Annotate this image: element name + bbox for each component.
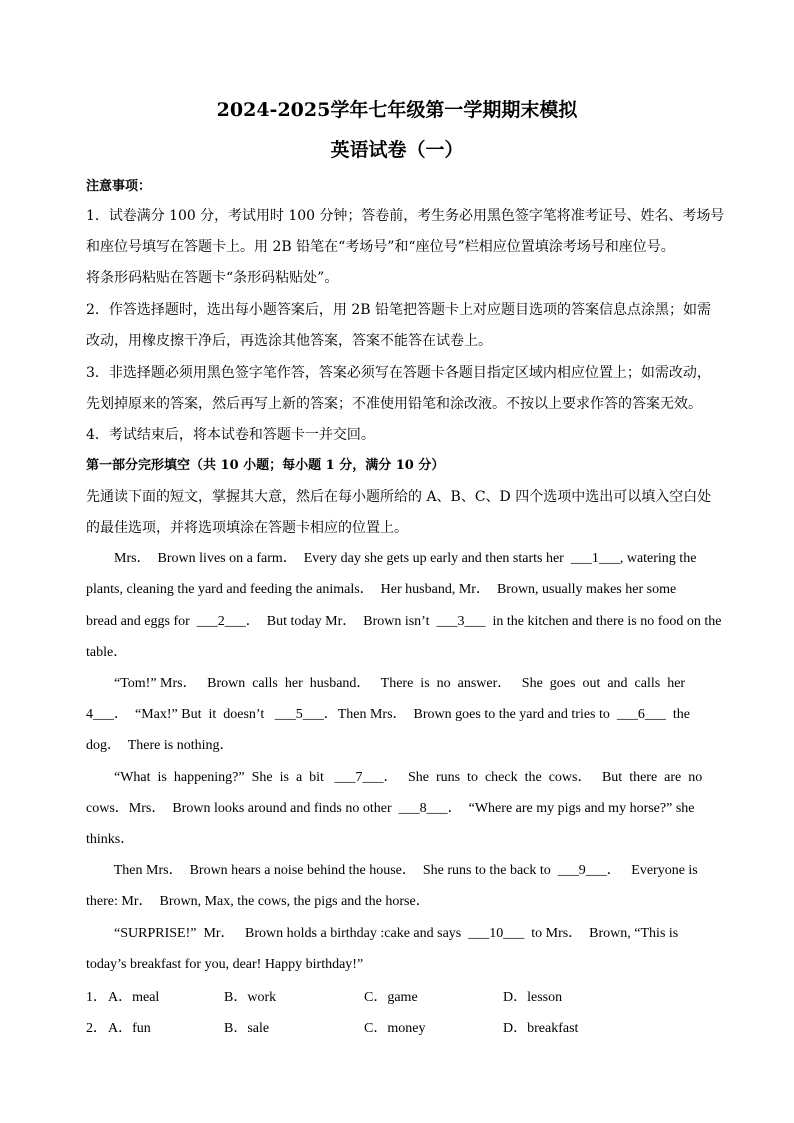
instruction-line: 的最佳选项，并将选项填涂在答题卡相应的位置上。 bbox=[86, 520, 408, 536]
option-d[interactable]: D．lesson bbox=[503, 990, 563, 1005]
option-a[interactable]: A．meal bbox=[108, 990, 160, 1005]
question-number: 2． bbox=[86, 1021, 107, 1036]
passage-line: thinks． bbox=[86, 832, 135, 847]
notice-line: 3．非选择题必须用黑色签字笔作答，答案必须写在答题卡各题目指定区域内相应位置上；如需改动， bbox=[86, 365, 711, 381]
passage-line: table． bbox=[86, 645, 128, 660]
option-b[interactable]: B．sale bbox=[224, 1021, 270, 1036]
passage-line: cows．Mrs． Brown looks around and finds no other ___8___． “Where are my pigs and my horse?” she bbox=[86, 801, 695, 816]
passage-line: plants, cleaning the yard and feeding the animals． Her husband, Mr． Brown, usually makes her some bbox=[86, 582, 677, 597]
passage-line: Mrs． Brown lives on a farm． Every day she gets up early and then starts her ___1___, watering the bbox=[86, 551, 697, 566]
passage-line: dog． There is nothing． bbox=[86, 738, 234, 753]
option-c[interactable]: C．money bbox=[364, 1021, 426, 1036]
option-b[interactable]: B．work bbox=[224, 990, 277, 1005]
option-d[interactable]: D．breakfast bbox=[503, 1021, 579, 1036]
passage-line: there: Mr． Brown, Max, the cows, the pigs and the horse． bbox=[86, 894, 430, 909]
notice-line: 将条形码粘贴在答题卡“条形码粘贴处”。 bbox=[86, 270, 339, 286]
passage-line: today’s breakfast for you, dear! Happy birthday!” bbox=[86, 957, 364, 972]
question-number: 1． bbox=[86, 990, 107, 1005]
section-heading: 第一部分完形填空（共 10 小题；每小题 1 分，满分 10 分） bbox=[86, 458, 445, 473]
passage-line: 4___． “Max!” But it doesn’t ___5___．Then Mrs． Brown goes to the yard and tries to ___6___ the bbox=[86, 707, 690, 722]
option-c[interactable]: C．game bbox=[364, 990, 418, 1005]
instruction-line: 先通读下面的短文，掌握其大意，然后在每小题所给的 A、B、C、D 四个选项中选出可以填入空白处 bbox=[86, 489, 712, 505]
passage-line: “Tom!” Mrs． Brown calls her husband． There is no answer． She goes out and calls her bbox=[86, 676, 686, 691]
passage-line: bread and eggs for ___2___． But today Mr． Brown isn’t ___3___ in the kitchen and there is no food on the bbox=[86, 614, 722, 629]
passage-line: “What is happening?” She is a bit ___7___． She runs to check the cows． But there are no bbox=[86, 770, 703, 785]
option-a[interactable]: A．fun bbox=[108, 1021, 151, 1036]
notice-heading: 注意事项： bbox=[86, 179, 152, 194]
exam-title: 2024-2025学年七年级第一学期期末模拟 bbox=[216, 99, 578, 121]
notice-line: 1．试卷满分 100 分，考试用时 100 分钟；答卷前，考生务必用黑色签字笔将准考证号、姓名、考场号 bbox=[86, 208, 725, 224]
exam-subtitle: 英语试卷（一） bbox=[330, 139, 464, 161]
notice-line: 4．考试结束后，将本试卷和答题卡一并交回。 bbox=[86, 427, 375, 443]
passage-line: Then Mrs． Brown hears a noise behind the house． She runs to the back to ___9___． Everyone is bbox=[86, 863, 698, 878]
notice-line: 2．作答选择题时，选出每小题答案后，用 2B 铅笔把答题卡上对应题目选项的答案信息点涂黑；如需 bbox=[86, 302, 712, 318]
passage-line: “SURPRISE!” Mr． Brown holds a birthday :cake and says ___10___ to Mrs． Brown, “This is bbox=[86, 926, 679, 941]
notice-line: 改动，用橡皮擦干净后，再选涂其他答案，答案不能答在试卷上。 bbox=[86, 333, 492, 349]
notice-line: 先划掉原来的答案，然后再写上新的答案；不准使用铅笔和涂改液。不按以上要求作答的答案无效。 bbox=[86, 396, 702, 412]
notice-line: 和座位号填写在答题卡上。用 2B 铅笔在“考场号”和“座位号”栏相应位置填涂考场号和座位号。 bbox=[86, 239, 675, 255]
